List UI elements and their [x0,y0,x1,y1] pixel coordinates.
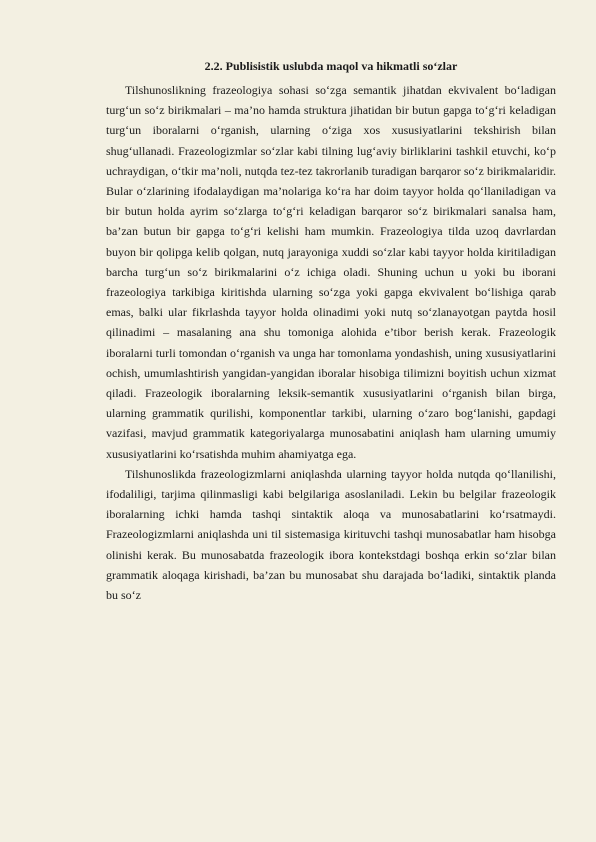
section-title: 2.2. Publisistik uslubda maqol va hikmatli so‘zlar [204,59,458,73]
paragraph-2: Tilshunoslikda frazeologizmlarni aniqlashda ularning tayyor holda nutqda qo‘llanilishi, ifodaliligi, tarjima qilinmasligi kabi belgilariga asoslaniladi. Lekin bu belgilar frazeologik iboralarning ichki hamda tashqi sintaktik aloqa va munosabatlarini ko‘rsatmaydi. Frazeologizmlarni aniqlashda uni til sistemasiga kirituvchi tashqi munosabatlar ham hisobga olinishi kerak. Bu munosabatda frazeologik ibora kontekstdagi boshqa erkin so‘zlar bilan grammatik aloqaga kirishadi, ba’zan bu munosabat shu darajada bo‘ladiki, sintaktik planda bu so‘z [106,466,556,603]
document-page [106,58,556,605]
paragraph-1: Tilshunoslikning frazeologiya sohasi so‘zga semantik jihatdan ekvivalent bo‘ladigan turg‘un so‘z birikmalari – ma’no hamda struktura jihatidan bir butun gapga to‘g‘ri keladigan turg‘un iboralarni o‘rganish, ularning o‘ziga xos xususiyatlarini tekshirish bilan shug‘ullanadi. Frazeologizmlar so‘zlar kabi tilning lug‘aviy birliklarini tashkil etuvchi, ko‘p uchraydigan, o‘tkir ma’noli, nutqda tez-tez takrorlanib turadigan barqaror so‘z birikmalaridir. Bular o‘zlarining ifodalaydigan ma’nolariga ko‘ra har doim tayyor holda qo‘llaniladigan va bir butun holda ayrim so‘zlarga to‘g‘ri keladigan barqaror so‘z birikmalari sanalsa ham, ba’zan butun bir gapga to‘g‘ri kelishi ham mumkin. Frazeologiya tilda uzoq davrlardan buyon bir qolipga kelib qolgan, nutq jarayoniga xuddi so‘zlar kabi tayyor holda kiritiladigan barcha turg‘un so‘z birikmalarini o‘z ichiga oladi. Shuning uchun u yoki bu iborani frazeologiya tarkibiga kiritishda ularning so‘zga yoki gapga ekvivalent bo‘lishiga qarab emas, balki ular fikrlashda tayyor holda olinadimi yoki nutq so‘zlanayotgan paytda hosil qilinadimi – masalaning ana shu tomoniga alohida e’tibor berish kerak. Frazeologik iboralarni turli tomondan o‘rganish va unga har tomonlama yondashish, uning xususiyatlarini ochish, umumlashtirish yangidan-yangidan iboralar hisobiga tilimizni boyitish uchun xizmat qiladi. Frazeologik iboralarning leksik-semantik xususiyatlarini o‘rganish bilan birga, ularning grammatik qurilishi, komponentlar tarkibi, ularning o‘zaro bog‘lanishi, gapdagi vazifasi, mavjud grammatik kategoriyalarga munosabatini aniqlash ham ularning umumiy xususiyatlarini ko‘rsatishda muhim ahamiyatga ega. [106,83,556,461]
